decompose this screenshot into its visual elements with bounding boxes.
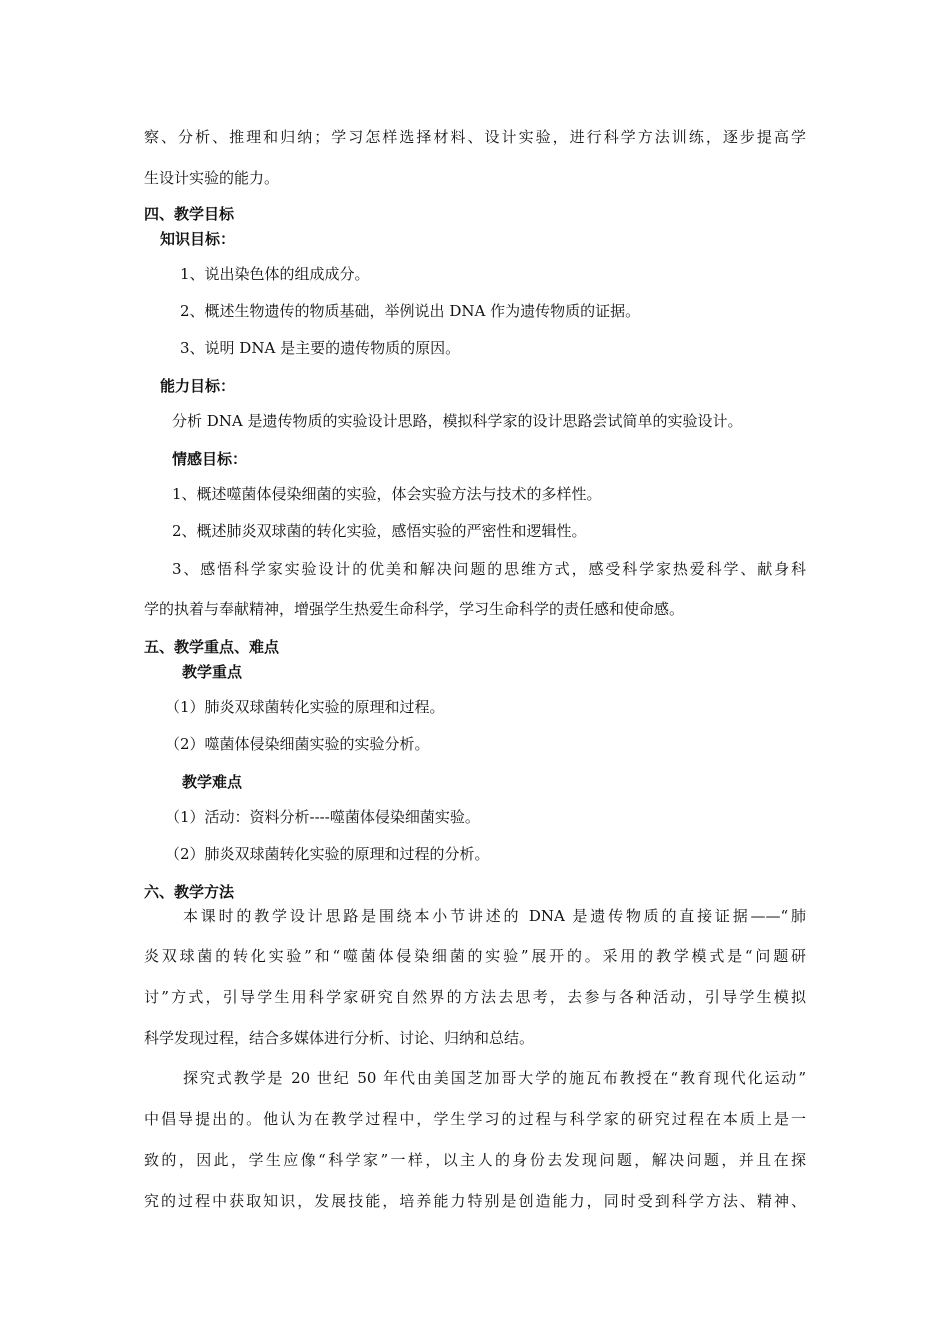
section-heading-4: 四、教学目标 — [144, 205, 235, 223]
subheading-ability: 能力目标： — [160, 377, 236, 395]
list-item: 分析 DNA 是遗传物质的实验设计思路，模拟科学家的设计思路尝试简单的实验设计。 — [172, 412, 743, 430]
paragraph-line: 讨”方式，引导学生用科学家研究自然界的方法去思考，去参与各种活动，引导学生模拟 — [144, 988, 806, 1006]
paragraph-line: 科学发现过程，结合多媒体进行分析、讨论、归纳和总结。 — [144, 1029, 535, 1047]
list-item: （2）噬菌体侵染细菌实验的实验分析。 — [165, 735, 430, 753]
subheading-knowledge: 知识目标： — [160, 230, 236, 248]
paragraph-line: 究的过程中获取知识，发展技能，培养能力特别是创造能力，同时受到科学方法、精神、 — [144, 1192, 806, 1210]
paragraph-line: 致的，因此，学生应像“科学家”一样，以主人的身份去发现问题，解决问题，并且在探 — [144, 1151, 806, 1169]
list-item: 3、说明 DNA 是主要的遗传物质的原因。 — [180, 339, 461, 357]
paragraph-line: 中倡导提出的。他认为在教学过程中，学生学习的过程与科学家的研究过程在本质上是一 — [144, 1110, 806, 1128]
paragraph-line: 炎双球菌的转化实验”和“噬菌体侵染细菌的实验”展开的。采用的教学模式是“问题研 — [144, 947, 806, 965]
list-item: （2）肺炎双球菌转化实验的原理和过程的分析。 — [165, 845, 490, 863]
list-item: （1）肺炎双球菌转化实验的原理和过程。 — [165, 698, 445, 716]
list-item: 3、感悟科学家实验设计的优美和解决问题的思维方式，感受科学家热爱科学、献身科 — [172, 560, 806, 578]
subheading-difficulties: 教学难点 — [182, 773, 243, 791]
list-item: 2、概述肺炎双球菌的转化实验，感悟实验的严密性和逻辑性。 — [172, 522, 587, 540]
list-item: （1）活动：资料分析----噬菌体侵染细菌实验。 — [165, 808, 480, 826]
section-heading-5: 五、教学重点、难点 — [144, 638, 280, 656]
list-item: 1、概述噬菌体侵染细菌的实验，体会实验方法与技术的多样性。 — [172, 485, 602, 503]
paragraph-line: 察、分析、推理和归纳；学习怎样选择材料、设计实验，进行科学方法训练，逐步提高学 — [144, 128, 806, 146]
subheading-key-points: 教学重点 — [182, 663, 243, 681]
paragraph-line: 本课时的教学设计思路是围绕本小节讲述的 DNA 是遗传物质的直接证据——“肺 — [183, 907, 806, 925]
subheading-emotion: 情感目标： — [172, 450, 248, 468]
section-heading-6: 六、教学方法 — [144, 883, 235, 901]
list-item: 2、概述生物遗传的物质基础，举例说出 DNA 作为遗传物质的证据。 — [180, 302, 641, 320]
paragraph-line: 探究式教学是 20 世纪 50 年代由美国芝加哥大学的施瓦布教授在“教育现代化运动” — [183, 1069, 806, 1087]
paragraph-line: 学的执着与奉献精神，增强学生热爱生命科学，学习生命科学的责任感和使命感。 — [144, 600, 685, 618]
list-item: 1、说出染色体的组成成分。 — [180, 265, 370, 283]
paragraph-line: 生设计实验的能力。 — [144, 169, 280, 187]
